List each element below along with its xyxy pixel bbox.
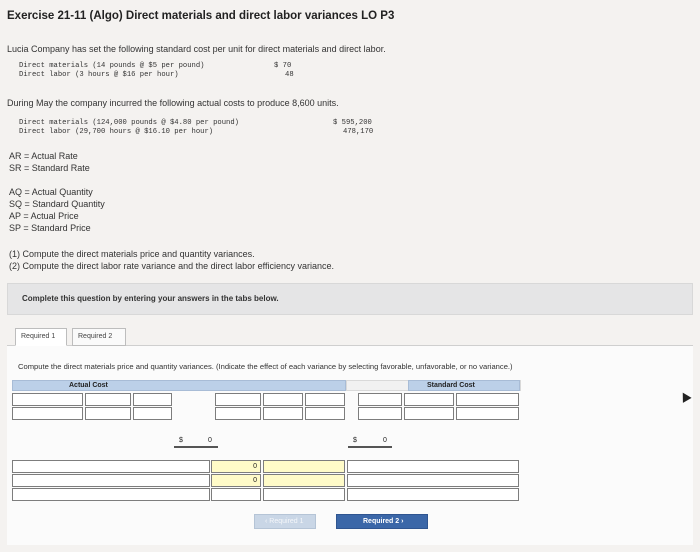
tab-required-1-label: Required 1 — [21, 333, 56, 340]
instruction-banner — [7, 283, 693, 315]
standard-total-value: 0 — [383, 437, 387, 444]
actual-total-value: 0 — [208, 437, 212, 444]
next-required-button[interactable] — [336, 514, 428, 529]
next-required-label: Required 2 — [363, 518, 400, 525]
variance-row-extension-2[interactable] — [347, 474, 519, 487]
total-variance-label-select[interactable] — [12, 488, 210, 501]
actual-row-labor-label: Direct labor (29,700 hours @ $16.10 per hour) — [19, 128, 214, 136]
actual-row-labor-value: 478,170 — [343, 128, 374, 136]
middle-aq-input-2[interactable] — [215, 407, 261, 420]
actual-ap-input-2[interactable] — [133, 407, 172, 420]
middle-x-input[interactable] — [263, 393, 303, 406]
standard-cost-header — [408, 380, 520, 391]
price-variance-effect-select[interactable] — [263, 460, 345, 473]
standard-row-materials-label: Direct materials (14 pounds @ $5 per pound) — [19, 62, 205, 70]
standard-sp-input[interactable] — [456, 393, 519, 406]
standard-sp-input-2[interactable] — [456, 407, 519, 420]
tab-required-2[interactable] — [72, 328, 126, 346]
tab-required-1[interactable] — [15, 328, 67, 346]
standard-sq-input[interactable] — [358, 393, 402, 406]
chevron-left-icon: ‹ — [265, 518, 268, 525]
variance-row-extension-1[interactable] — [347, 460, 519, 473]
standard-total-currency: $ — [353, 437, 357, 444]
standard-cost-header-label: Standard Cost — [427, 382, 475, 389]
middle-x-input-2[interactable] — [263, 407, 303, 420]
legend-aq: AQ = Actual Quantity — [9, 187, 93, 197]
quantity-variance-effect-select[interactable] — [263, 474, 345, 487]
standard-x-input-2[interactable] — [404, 407, 454, 420]
actual-row-materials-label: Direct materials (124,000 pounds @ $4.80 per pound) — [19, 119, 239, 127]
prev-required-label: Required 1 — [269, 518, 304, 525]
actual-row-materials-value: $ 595,200 — [333, 119, 372, 127]
variance-worksheet — [12, 380, 692, 510]
tab-required-2-label: Required 2 — [78, 333, 113, 340]
actual-cost-header — [12, 380, 346, 391]
quantity-variance-label-select[interactable] — [12, 474, 210, 487]
prev-required-button[interactable] — [254, 514, 316, 529]
page-title: Exercise 21-11 (Algo) Direct materials and direct labor variances LO P3 — [7, 10, 395, 22]
total-variance-effect-select[interactable] — [263, 488, 345, 501]
actual-total-cell — [174, 434, 218, 448]
question-2: (2) Compute the direct labor rate variance and the direct labor efficiency variance. — [9, 261, 335, 271]
legend-sr: SR = Standard Rate — [9, 163, 90, 173]
actual-ap-input[interactable] — [133, 393, 172, 406]
standard-row-labor-value: 48 — [285, 71, 294, 79]
quantity-variance-value: 0 — [253, 477, 257, 484]
quantity-variance-amount[interactable] — [211, 474, 261, 487]
standard-total-cell — [348, 434, 392, 448]
actual-cost-header-label: Actual Cost — [69, 382, 108, 389]
actual-costs-text: During May the company incurred the following actual costs to produce 8,600 units. — [7, 98, 339, 108]
legend-sp: SP = Standard Price — [9, 223, 91, 233]
standard-sq-input-2[interactable] — [358, 407, 402, 420]
middle-sp-input[interactable] — [305, 393, 345, 406]
standard-row-labor-label: Direct labor (3 hours @ $16 per hour) — [19, 71, 179, 79]
standard-x-input[interactable] — [404, 393, 454, 406]
price-variance-amount[interactable] — [211, 460, 261, 473]
actual-x-input-2[interactable] — [85, 407, 131, 420]
legend-ar: AR = Actual Rate — [9, 151, 78, 161]
chevron-right-icon: › — [401, 518, 404, 525]
banner-text: Complete this question by entering your answers in the tabs below. — [22, 294, 279, 303]
middle-aq-input[interactable] — [215, 393, 261, 406]
middle-sp-input-2[interactable] — [305, 407, 345, 420]
actual-x-input[interactable] — [85, 393, 131, 406]
intro-text: Lucia Company has set the following standard cost per unit for direct materials and direct labor. — [7, 44, 386, 54]
standard-row-materials-value: $ 70 — [274, 62, 292, 70]
legend-ap: AP = Actual Price — [9, 211, 79, 221]
actual-aq-input[interactable] — [12, 393, 83, 406]
total-variance-amount[interactable] — [211, 488, 261, 501]
price-variance-value: 0 — [253, 463, 257, 470]
actual-aq-input-2[interactable] — [12, 407, 83, 420]
panel-instruction: Compute the direct materials price and quantity variances. (Indicate the effect of each variance by selecting favorable, unfavorable, or no variance.) — [18, 362, 513, 371]
variance-row-extension-3[interactable] — [347, 488, 519, 501]
question-1: (1) Compute the direct materials price and quantity variances. — [9, 249, 255, 259]
price-variance-label-select[interactable] — [12, 460, 210, 473]
legend-sq: SQ = Standard Quantity — [9, 199, 105, 209]
actual-total-currency: $ — [179, 437, 183, 444]
